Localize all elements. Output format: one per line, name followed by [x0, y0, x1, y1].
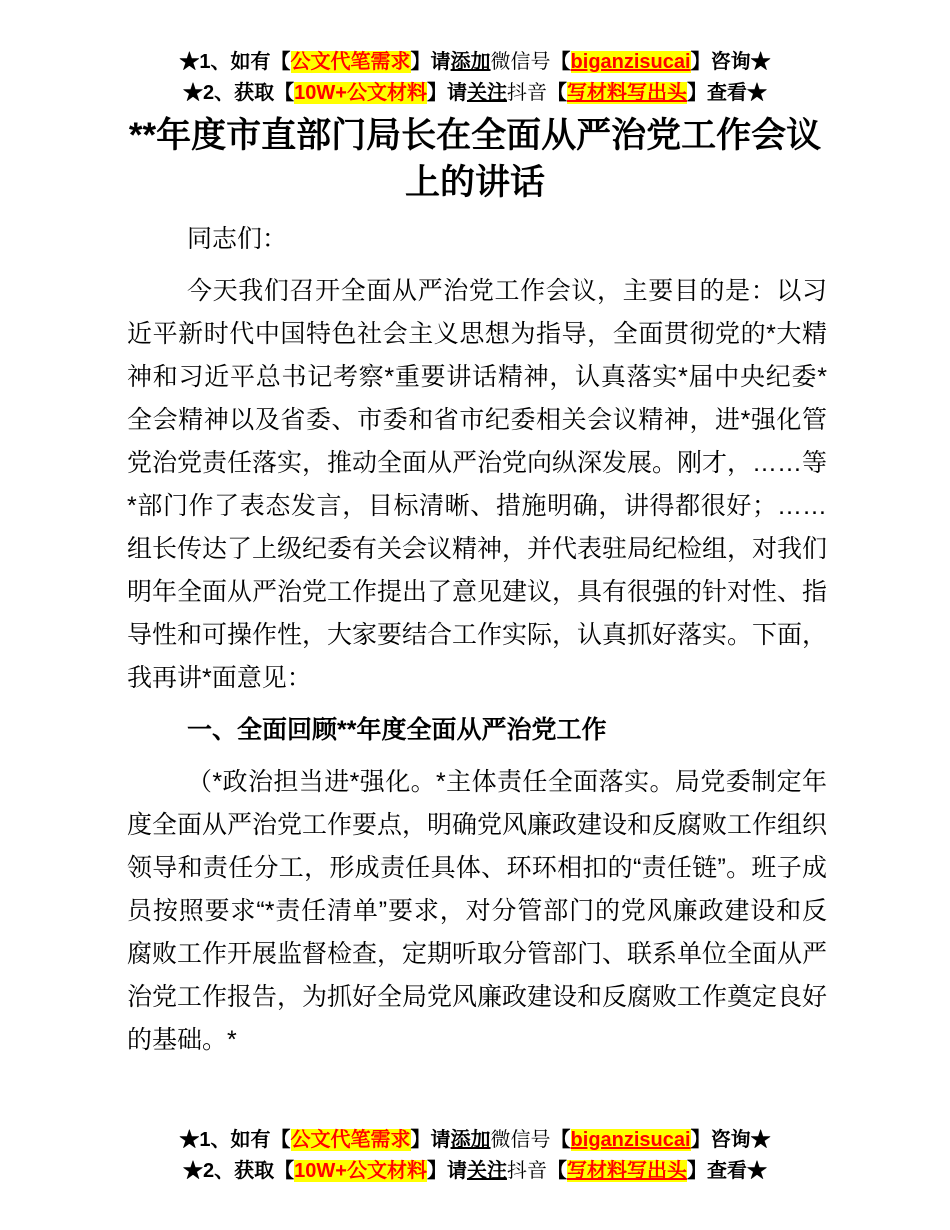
promo-footer-line-1 — [0, 1125, 950, 1156]
promo-douyin-id: 写材料写出头 — [566, 1160, 687, 1182]
promo-text: 抖音 — [506, 1160, 547, 1182]
promo-text: 抖音 — [506, 82, 547, 104]
page-title-line-2: 上的讲话 — [404, 163, 545, 202]
promo-text: 】查看★ — [686, 82, 767, 104]
promo-text: ★2、获取【 — [183, 1160, 295, 1182]
promo-footer — [0, 1125, 950, 1187]
promo-highlight: 10W+公文材料 — [294, 82, 427, 104]
promo-text: 】请 — [410, 1129, 451, 1151]
promo-highlight: 公文代笔需求 — [290, 1129, 411, 1151]
promo-text: 微信号 — [490, 1129, 551, 1151]
promo-douyin-id: 写材料写出头 — [566, 82, 687, 104]
section-heading-1: 一、全面回顾**年度全面从严治党工作 — [187, 716, 607, 744]
promo-wechat-id: biganzisucai — [570, 51, 691, 73]
page-title — [55, 112, 895, 206]
promo-text: ★1、如有【 — [179, 51, 291, 73]
promo-highlight: 10W+公文材料 — [294, 1160, 427, 1182]
promo-highlight: 公文代笔需求 — [290, 51, 411, 73]
promo-footer-line-2 — [0, 1156, 950, 1187]
document-body — [127, 218, 827, 1071]
page-title-line-1: **年度市直部门局长在全面从严治党工作会议 — [128, 116, 822, 155]
promo-text: 【 — [550, 1129, 571, 1151]
promo-wechat-id: biganzisucai — [570, 1129, 691, 1151]
promo-header-line-2 — [0, 78, 950, 109]
promo-text: 】请 — [410, 51, 451, 73]
paragraph-intro: 今天我们召开全面从严治党工作会议，主要目的是：以习近平新时代中国特色社会主义思想为指导，全面贯彻党的*大精神和习近平总书记考察*重要讲话精神，认真落实*届中央纪委*全会精神以及省委、市委和省市纪委相关会议精神，进*强化管党治党责任落实，推动全面从严治党向纵深发展。刚才，……等*部门作了表态发言，目标清晰、措施明确，讲得都很好；……组长传达了上级纪委有关会议精神，并代表驻局纪检组，对我们明年全面从严治党工作提出了意见建议，具有很强的针对性、指导性和可操作性，大家要结合工作实际，认真抓好落实。下面，我再讲*面意见： — [127, 277, 828, 692]
promo-underlined-text: 关注 — [466, 82, 507, 104]
promo-header-line-1 — [0, 47, 950, 78]
promo-text: 】请 — [426, 1160, 467, 1182]
promo-text: 【 — [546, 1160, 567, 1182]
promo-header — [0, 47, 950, 109]
promo-text: 【 — [550, 51, 571, 73]
paragraph-section-1-body: （*政治担当进*强化。*主体责任全面落实。局党委制定年度全面从严治党工作要点，明确党风廉政建设和反腐败工作组织领导和责任分工，形成责任具体、环环相扣的“责任链”。班子成员按照要求“*责任清单”要求，对分管部门的党风廉政建设和反腐败工作开展监督检查，定期听取分管部门、联系单位全面从严治党工作报告，为抓好全局党风廉政建设和反腐败工作奠定良好的基础。* — [127, 768, 828, 1054]
promo-text: ★2、获取【 — [183, 82, 295, 104]
promo-text: 】请 — [426, 82, 467, 104]
promo-underlined-text: 关注 — [466, 1160, 507, 1182]
promo-underlined-text: 添加 — [450, 1129, 491, 1151]
promo-text: ★1、如有【 — [179, 1129, 291, 1151]
promo-text: 微信号 — [490, 51, 551, 73]
promo-text: 】咨询★ — [690, 1129, 771, 1151]
promo-underlined-text: 添加 — [450, 51, 491, 73]
promo-text: 】咨询★ — [690, 51, 771, 73]
promo-text: 【 — [546, 82, 567, 104]
promo-text: 】查看★ — [686, 1160, 767, 1182]
paragraph-salutation: 同志们： — [187, 225, 288, 253]
